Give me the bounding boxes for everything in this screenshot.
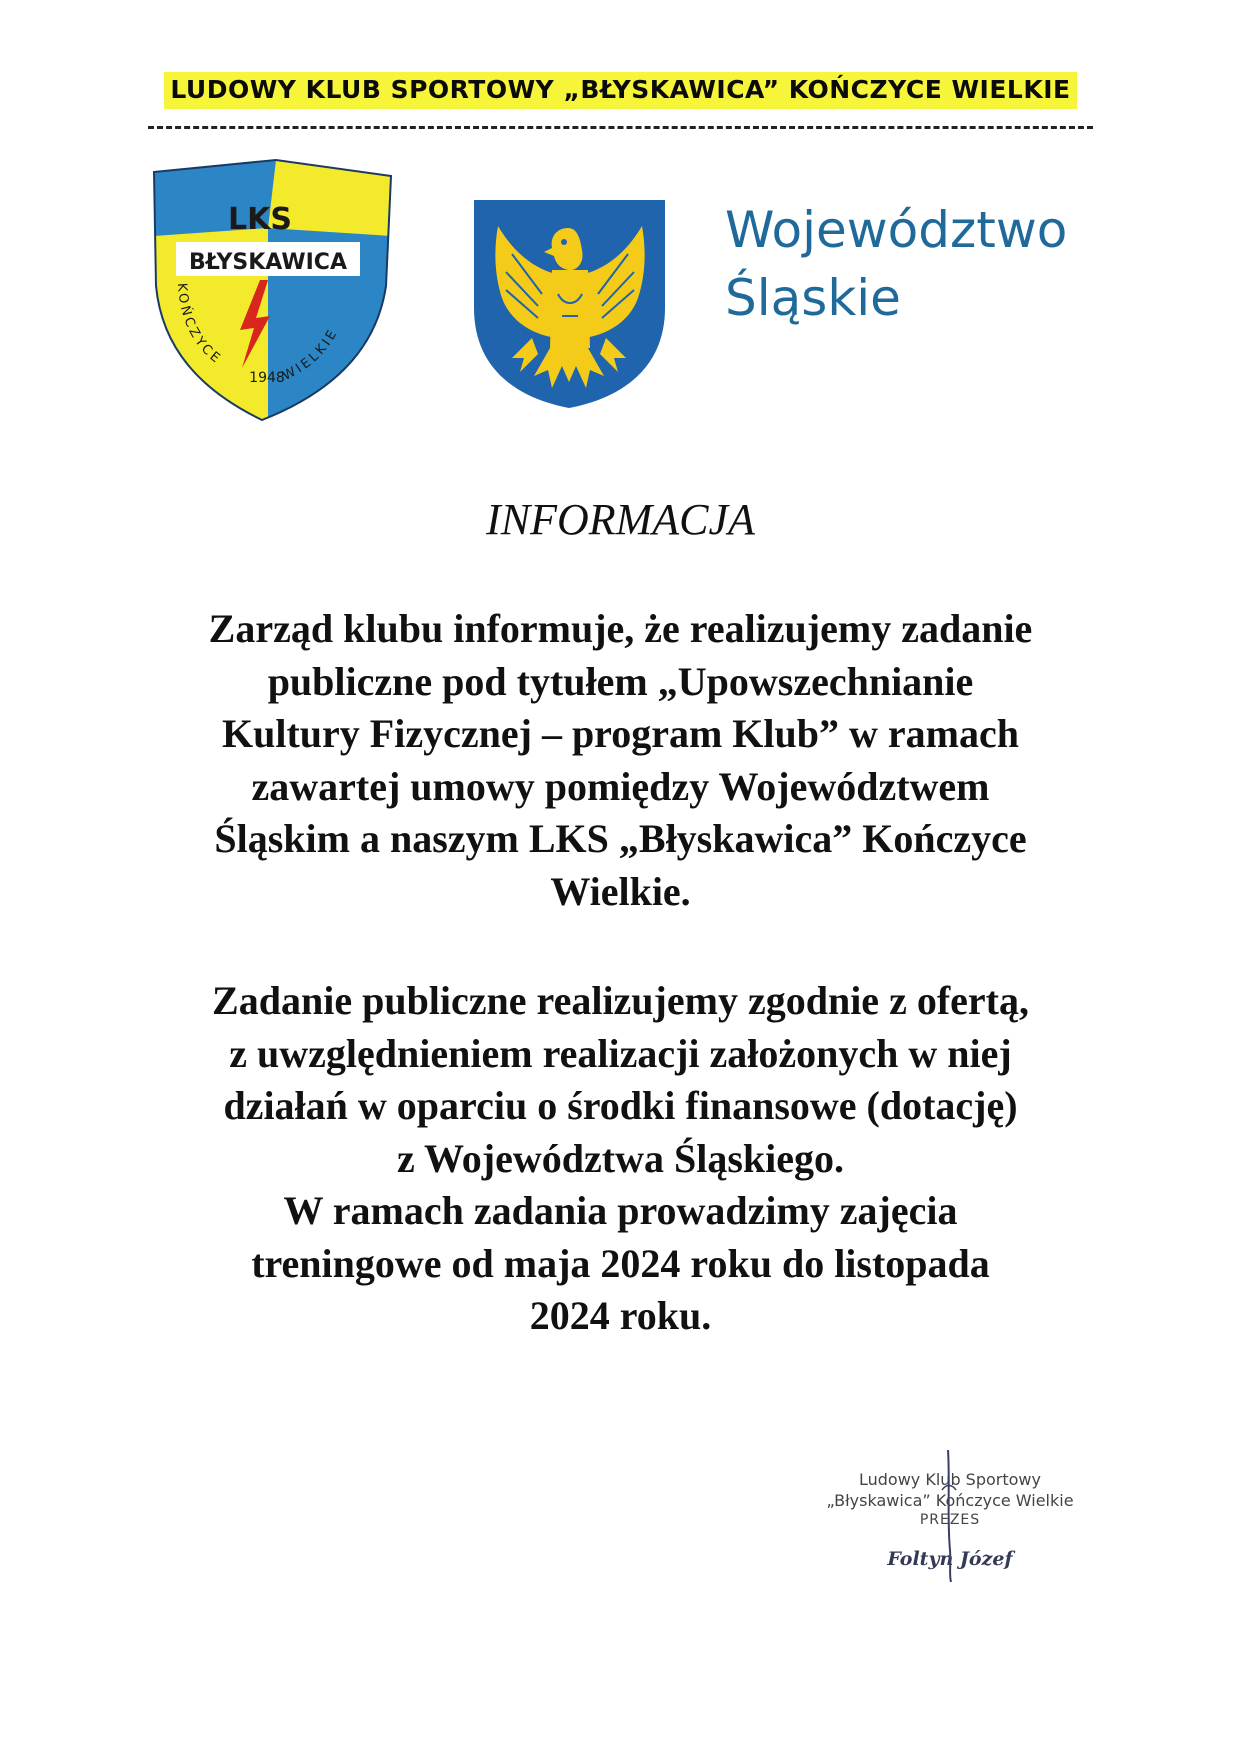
stamp-signature-name: Foltyn Józef	[887, 1548, 1013, 1570]
paragraph-line: Kultury Fizycznej – program Klub” w ramach	[222, 711, 1019, 756]
signature-stroke	[820, 1450, 1080, 1585]
lks-club-logo	[150, 158, 395, 423]
document-title: INFORMACJA	[486, 495, 755, 544]
paragraph-line: zawartej umowy pomiędzy Województwem	[251, 763, 990, 809]
voivodeship-line1: Województwo	[725, 201, 1068, 259]
stamp-club-location: „Błyskawica” Kończyce Wielkie	[826, 1491, 1074, 1510]
voivodeship-name	[725, 196, 1067, 332]
stamp-role: PREZES	[919, 1512, 981, 1528]
paragraph-line: treningowe od maja 2024 roku do listopada	[251, 1240, 990, 1286]
dashed-divider	[148, 126, 1093, 129]
club-logo-lks: LKS	[228, 202, 292, 237]
paragraph-line: Wielkie.	[550, 868, 691, 914]
voivodeship-line2: Śląskie	[725, 269, 901, 327]
club-logo-arc-left: KOŃCZYCE	[173, 282, 225, 368]
club-logo-year: 1948	[249, 370, 285, 386]
paragraph-line: z Województwa Śląskiego.	[396, 1135, 845, 1181]
paragraph-line: W ramach zadania prowadzimy zajęcia	[283, 1188, 958, 1233]
paragraph-1	[110, 603, 1131, 918]
paragraph-line: 2024 roku.	[529, 1293, 712, 1338]
paragraph-line: publiczne pod tytułem „Upowszechnianie	[267, 658, 974, 704]
header-band	[0, 72, 1241, 109]
paragraph-line: Śląskim a naszym LKS „Błyskawica” Kończyce	[214, 816, 1027, 861]
president-stamp	[820, 1450, 1080, 1585]
club-header-title: LUDOWY KLUB SPORTOWY „BŁYSKAWICA” KOŃCZYCE WIELKIE	[164, 72, 1076, 109]
paragraph-line: z uwzględnieniem realizacji założonych w niej	[229, 1030, 1012, 1076]
club-logo-arc-right: WIELKIE	[280, 325, 342, 384]
paragraph-line: Zarząd klubu informuje, że realizujemy zadanie	[208, 606, 1033, 651]
stamp-club-name: Ludowy Klub Sportowy	[859, 1470, 1041, 1489]
eagle-icon	[472, 198, 667, 410]
club-logo-name: BŁYSKAWICA	[189, 250, 347, 275]
paragraph-line: Zadanie publiczne realizujemy zgodnie z ofertą,	[212, 978, 1029, 1023]
paragraph-2	[110, 975, 1131, 1343]
paragraph-line: działań w oparciu o środki finansowe (dotację)	[223, 1083, 1018, 1128]
